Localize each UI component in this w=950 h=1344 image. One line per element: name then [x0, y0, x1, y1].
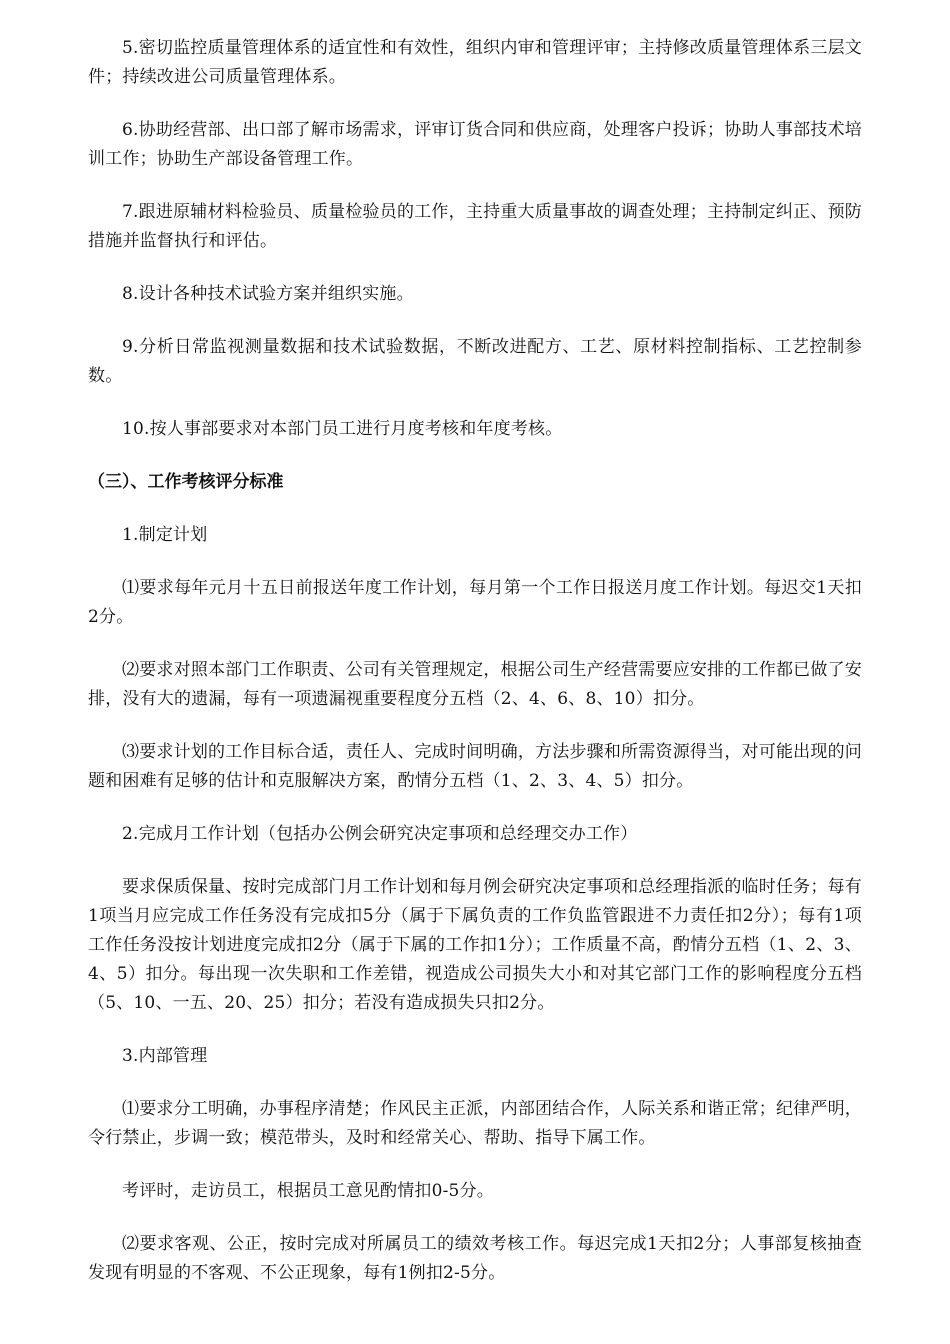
subsection-title-monthly: 2.完成月工作计划（包括办公例会研究决定事项和总经理交办工作）	[122, 824, 638, 844]
paragraph-gap	[88, 714, 862, 738]
paragraph-item-9: 9.分析日常监视测量数据和技术试验数据，不断改进配方、工艺、原材料控制指标、工艺控制参数。	[88, 337, 862, 386]
paragraph-gap	[88, 632, 862, 656]
paragraph-gap	[88, 1206, 862, 1230]
paragraph-item-5: 5.密切监控质量管理体系的适宜性和有效性，组织内审和管理评审；主持修改质量管理体系三层文件；持续改进公司质量管理体系。	[88, 38, 862, 87]
paragraph-gap	[88, 174, 862, 198]
paragraph-plan-3: ⑶要求计划的工作目标合适，责任人、完成时间明确，方法步骤和所需资源得当，对可能出现的问题和困难有足够的估计和克服解决方案，酌情分五档（1、2、3、4、5）扣分。	[88, 742, 862, 791]
paragraph-gap	[88, 1071, 862, 1095]
subsection-title-plan: 1.制定计划	[122, 525, 208, 545]
paragraph-gap	[88, 1018, 862, 1042]
paragraph-evaluation: 考评时，走访员工，根据员工意见酌情扣0-5分。	[122, 1181, 494, 1201]
paragraph-gap	[88, 391, 862, 415]
paragraph-plan-2: ⑵要求对照本部门工作职责、公司有关管理规定，根据公司生产经营需要应安排的工作都已做了安排，没有大的遗漏，每有一项遗漏视重要程度分五档（2、4、6、8、10）扣分。	[88, 660, 862, 709]
paragraph-gap	[88, 309, 862, 333]
paragraph-item-8: 8.设计各种技术试验方案并组织实施。	[122, 284, 414, 304]
paragraph-gap	[88, 796, 862, 820]
paragraph-gap	[88, 550, 862, 574]
paragraph-plan-1: ⑴要求每年元月十五日前报送年度工作计划，每月第一个工作日报送月度工作计划。每迟交1天扣2分。	[88, 578, 862, 627]
paragraph-item-7: 7.跟进原辅材料检验员、质量检验员的工作，主持重大质量事故的调查处理；主持制定纠正、预防措施并监督执行和评估。	[88, 202, 862, 251]
paragraph-internal-2: ⑵要求客观、公正，按时完成对所属员工的绩效考核工作。每迟完成1天扣2分；人事部复核抽查发现有明显的不客观、不公正现象，每有1例扣2-5分。	[88, 1234, 862, 1283]
paragraph-gap	[88, 1153, 862, 1177]
paragraph-monthly: 要求保质保量、按时完成部门月工作计划和每月例会研究决定事项和总经理指派的临时任务；每有1项当月应完成工作任务没有完成扣5分（属于下属负责的工作负监管跟进不力责任扣2分）；每有1项工作任务没按计划进度完成扣2分（属于下属的工作扣1分）；工作质量不高，酌情分五档（1、2、3、4、5）扣分。每出现一次失职和工作差错，视造成公司损失大小和对其它部门工作的影响程度分五档（5、10、一五、20、25）扣分；若没有造成损失只扣2分。	[88, 877, 862, 1013]
paragraph-gap	[88, 444, 862, 468]
paragraph-item-10: 10.按人事部要求对本部门员工进行月度考核和年度考核。	[122, 419, 563, 439]
paragraph-gap	[88, 849, 862, 873]
paragraph-gap	[88, 92, 862, 116]
paragraph-gap	[88, 497, 862, 521]
paragraph-internal-1: ⑴要求分工明确，办事程序清楚；作风民主正派，内部团结合作，人际关系和谐正常；纪律严明，令行禁止，步调一致；模范带头，及时和经常关心、帮助、指导下属工作。	[88, 1099, 862, 1148]
paragraph-gap	[88, 256, 862, 280]
subsection-title-internal: 3.内部管理	[122, 1046, 208, 1066]
paragraph-item-6: 6.协助经营部、出口部了解市场需求，评审订货合同和供应商，处理客户投诉；协助人事部技术培训工作；协助生产部设备管理工作。	[88, 120, 862, 169]
section-heading: （三）、工作考核评分标准	[88, 472, 284, 492]
